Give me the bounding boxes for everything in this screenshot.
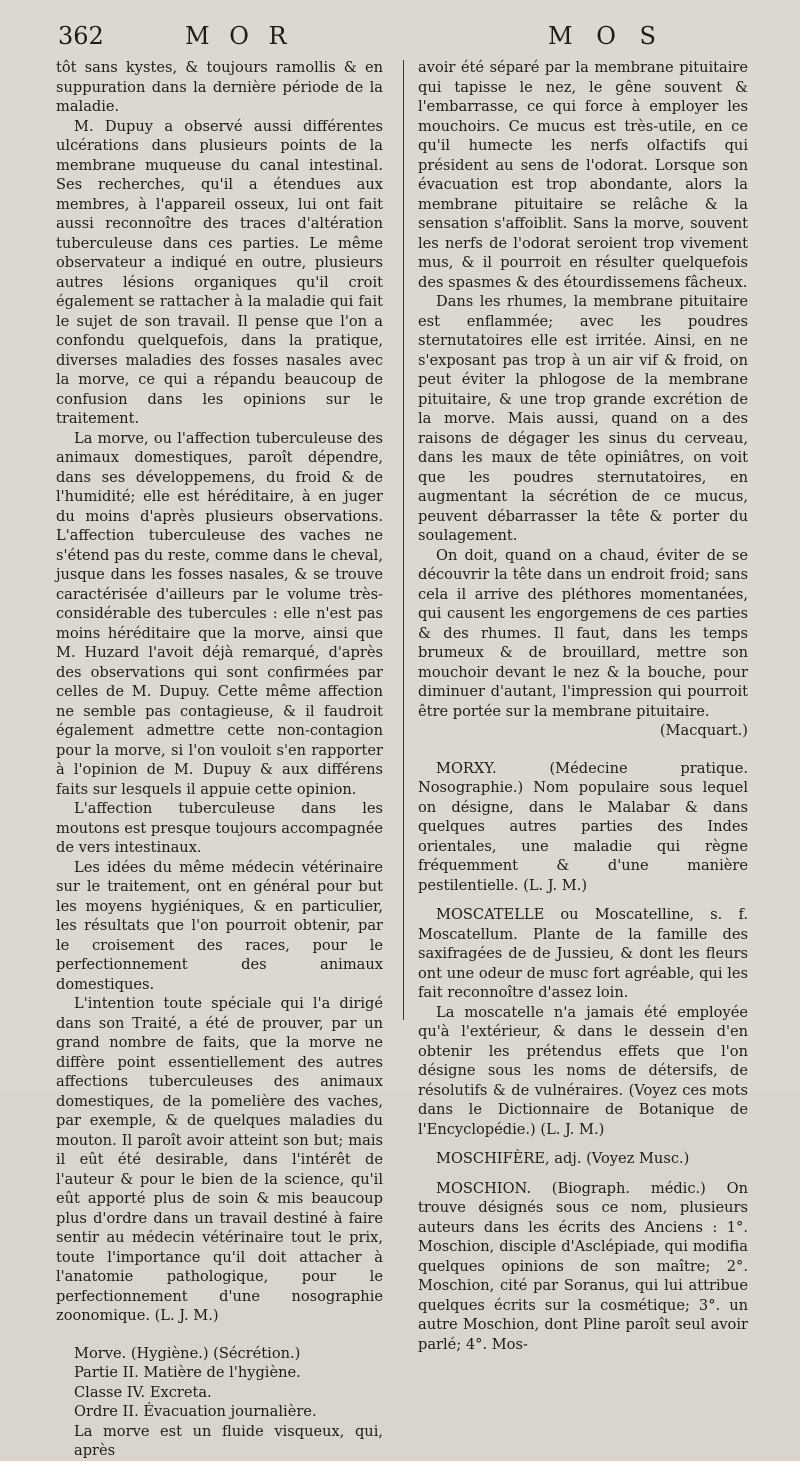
entry-heading: Morve. (Hygiène.) (Sécrétion.)	[74, 1344, 301, 1362]
classification-line: Classe IV. Excreta.	[74, 1383, 212, 1401]
paragraph: On doit, quand on a chaud, éviter de se découvrir la tête dans un endroit froid; sans cela il arrive des pléthores momentanées, qui causent les engorgemens de ces parties & des rhumes. Il faut, dans les temps brumeux & de brouillard, mettre son mouchoir devant le nez & la bouche, pour diminuer d'autant, l'impression qui pourroit être portée sur la membrane pituitaire.	[418, 546, 748, 720]
paragraph: avoir été séparé par la membrane pituitaire qui tapisse le nez, le gêne souvent & l'embarrasse, ce qui force à employer les mouchoirs. Ce mucus est très-utile, en ce qu'il humecte les nerfs olfactifs qui président au sens de l'odorat. Lorsque son évacuation est trop abondante, alors la membrane pituitaire se relâche & la sensation s'affoiblit. Sans la morve, souvent les nerfs de l'odorat seroient trop vivement mus, & il pourroit en résulter quelquefois des spasmes & des étourdissemens fâcheux.	[418, 59, 748, 291]
morve-classification	[56, 1344, 383, 1461]
page-number: 362	[58, 22, 104, 50]
spacer	[418, 1169, 748, 1179]
left-running-head: M O R	[185, 22, 293, 50]
entry-moscatelle: MOSCATELLE ou Moscatelline, s. f. Moscatellum. Plante de la famille des saxifragées de de Jussieu, & dont les fleurs ont une odeur de musc fort agréable, qui les fait reconnoître d'assez loin.	[418, 906, 748, 1001]
right-running-head: M O S	[548, 22, 664, 50]
left-column	[56, 58, 383, 1461]
spacer	[56, 1326, 383, 1344]
right-column	[418, 58, 748, 1354]
paragraph: tôt sans kystes, & toujours ramollis & en suppuration dans la dernière période de la maladie.	[56, 59, 383, 115]
column-divider	[403, 60, 404, 1020]
classification-line: Ordre II. Évacuation journalière.	[74, 1403, 317, 1420]
spacer	[418, 741, 748, 759]
entry-morxy: MORXY. (Médecine pratique. Nosographie.) Nom populaire sous lequel on désigne, dans le Malabar & dans quelques autres parties des Indes orientales, une maladie qui règne fréquemment & d'une manière pestilentielle. (L. J. M.)	[418, 759, 748, 894]
paragraph: La moscatelle n'a jamais été employée qu'à l'extérieur, & dans le dessein d'en obtenir les prétendus effets que l'on désigne sous les noms de détersifs, de résolutifs & de vulnéraires. (Voyez ces mots dans le Dictionnaire de Botanique de l'Encyclopédie.) (L. J. M.)	[418, 1003, 748, 1138]
spacer	[418, 895, 748, 905]
paragraph: Les idées du même médecin vétérinaire sur le traitement, ont en général pour but les moyens hygiéniques, & en particulier, les résultats que l'on pourroit obtenir, par le croisement des races, pour le perfectionnement des animaux domestiques.	[56, 858, 383, 993]
paragraph: Dans les rhumes, la membrane pituitaire est enflammée; avec les poudres sternutatoires elle est irritée. Ainsi, en ne s'exposant pas trop à un air vif & froid, on peut éviter la phlogose de la membrane pituitaire, & une trop grande excrétion de la morve. Mais aussi, quand on a des raisons de dégager les sinus du cerveau, dans les maux de tête opiniâtres, on voit que les poudres sternutatoires, en augmentant la sécrétion de ce mucus, peuvent débarrasser la tête & porter du soulagement.	[418, 293, 748, 544]
paragraph: La morve, ou l'affection tuberculeuse des animaux domestiques, paroît dépendre, dans ses développemens, du froid & de l'humidité; elle est héréditaire, à en juger du moins d'après plusieurs observations. L'affection tuberculeuse des vaches ne s'étend pas du reste, comme dans le cheval, jusque dans les fosses nasales, & se trouve caractérisée d'ailleurs par le volume très-considérable des tubercules : elle n'est pas moins héréditaire que la morve, ainsi que M. Huzard l'avoit déjà remarqué, d'après des observations qui sont confirmées par celles de M. Dupuy. Cette même affection ne semble pas contagieuse, & il faudroit également admettre cette non-contagion pour la morve, si l'on vouloit s'en rapporter à l'opinion de M. Dupuy & aux différens faits sur lesquels il appuie cette opinion.	[56, 429, 383, 798]
paragraph: La morve est un fluide visqueux, qui, après	[74, 1422, 383, 1459]
paragraph: M. Dupuy a observé aussi différentes ulcérations dans plusieurs points de la membrane muqueuse du canal intestinal. Ses recherches, qu'il a étendues aux membres, à l'appareil osseux, lui ont fait aussi reconnoître des traces d'altération tuberculeuse dans ces parties. Le même observateur a indiqué en outre, plusieurs autres lésions organiques qu'il croit également se rattacher à la maladie qui fait le sujet de son travail. Il pense que l'on a confondu quelquefois, dans la pratique, diverses maladies des fosses nasales avec la morve, ce qui a répandu beaucoup de confusion dans les opinions sur le traitement.	[56, 117, 383, 427]
entry-moschion: MOSCHION. (Biograph. médic.) On trouve désignés sous ce nom, plusieurs auteurs dans les écrits des Anciens : 1°. Moschion, disciple d'Asclépiade, qui modifia quelques opinions de son maître; 2°. Moschion, cité par Soranus, qui lui attribue quelques écrits sur la cosmétique; 3°. un autre Moschion, dont Pline paroît seul avoir parlé; 4°. Mos-	[418, 1179, 748, 1353]
paragraph: L'affection tuberculeuse dans les moutons est presque toujours accompagnée de vers intestinaux.	[56, 800, 383, 856]
spacer	[418, 1139, 748, 1149]
paragraph: L'intention toute spéciale qui l'a dirigé dans son Traité, a été de prouver, par un grand nombre de faits, que la morve ne diffère point essentiellement des autres affections tuberculeuses des animaux domestiques, de la pomelière des vaches, par exemple, & de quelques maladies du mouton. Il paroît avoir atteint son but; mais il eût été desirable, dans l'intérêt de l'auteur & pour le bien de la science, qu'il eût apporté plus de soin & mis beaucoup plus d'ordre dans un travail destiné à faire sentir au médecin vétérinaire tout le prix, toute l'importance qu'il doit attacher à l'anatomie pathologique, pour le perfectionnement d'une nosographie zoonomique. (L. J. M.)	[56, 995, 383, 1324]
entry-moschifere: MOSCHIFÈRE, adj. (Voyez Musc.)	[436, 1150, 690, 1167]
classification-line: Partie II. Matière de l'hygiène.	[74, 1364, 301, 1381]
author-signature: (Macquart.)	[659, 722, 748, 739]
